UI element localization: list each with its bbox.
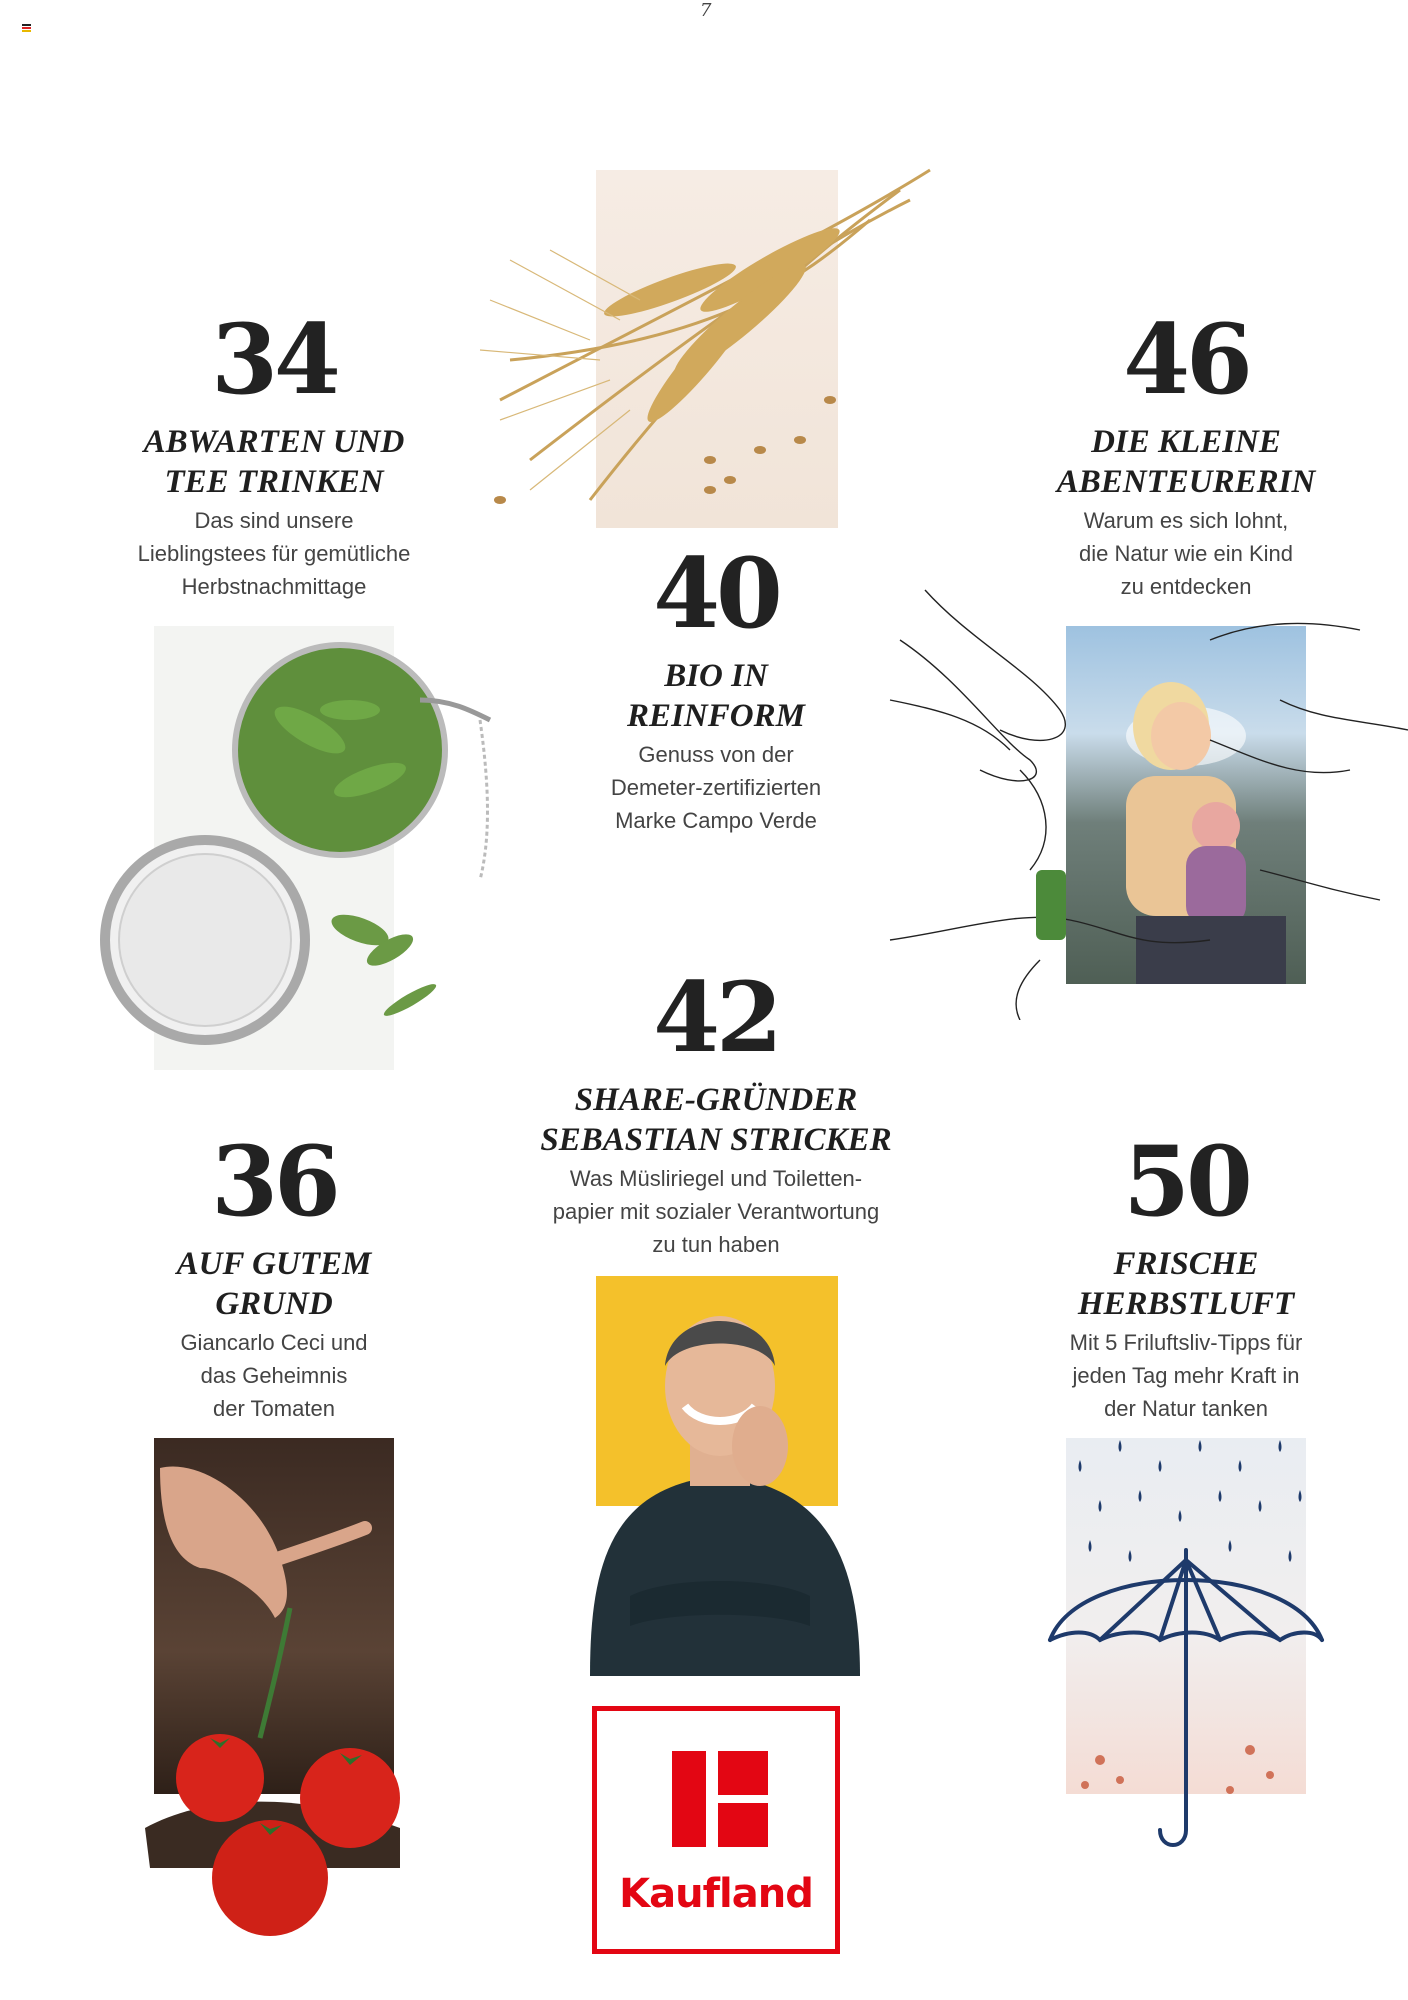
article-40[interactable] (506, 537, 926, 837)
article-title: ABWARTEN UND TEE TRINKEN (143, 424, 405, 500)
article-subtitle: Mit 5 Friluftsliv-Tipps für jeden Tag mehr Kraft in der Natur tanken (1069, 1330, 1303, 1421)
article-number: 50 (1123, 1125, 1249, 1238)
article-subtitle: Das sind unsere Lieblingstees für gemütliche Herbstnachmittage (137, 508, 411, 599)
article-title: DIE KLEINE ABENTEURERIN (1056, 424, 1316, 500)
wheat-illustration (470, 160, 940, 540)
article-number: 46 (1123, 303, 1249, 416)
article-36[interactable] (64, 1125, 484, 1425)
article-number: 40 (653, 537, 779, 650)
article-subtitle: Genuss von der Demeter-zertifizierten Marke Campo Verde (610, 742, 822, 833)
article-subtitle: Warum es sich lohnt, die Natur wie ein Kind zu entdecken (1078, 508, 1293, 599)
portrait-figure (570, 1286, 870, 1696)
article-title: AUF GUTEM GRUND (176, 1246, 372, 1322)
article-title: BIO IN REINFORM (627, 658, 805, 734)
page-number: 7 (700, 0, 712, 21)
kaufland-wordmark: Kaufland (619, 1871, 813, 1917)
article-title: SHARE-GRÜNDER SEBASTIAN STRICKER (540, 1082, 892, 1158)
article-title: FRISCHE HERBSTLUFT (1077, 1246, 1295, 1322)
article-number: 36 (211, 1125, 337, 1238)
article-46[interactable] (976, 303, 1396, 603)
article-subtitle: Giancarlo Ceci und das Geheimnis der Tomaten (180, 1330, 368, 1421)
article-50[interactable] (976, 1125, 1396, 1425)
tea-infuser-illustration (90, 640, 510, 1070)
article-subtitle: Was Müsliriegel und Toiletten- papier mit sozialer Verantwortung zu tun haben (552, 1166, 880, 1257)
kaufland-logo[interactable] (592, 1706, 840, 1954)
article-number: 34 (211, 303, 337, 416)
kaufland-k-icon (672, 1751, 768, 1847)
flag-icon (22, 24, 31, 31)
line-drawing-illustration (880, 580, 1408, 1020)
article-42[interactable] (506, 961, 926, 1261)
article-34[interactable] (64, 303, 484, 603)
umbrella-rain-icon (1040, 1430, 1340, 1860)
article-number: 42 (653, 961, 779, 1074)
tomatoes-illustration (140, 1438, 440, 1958)
